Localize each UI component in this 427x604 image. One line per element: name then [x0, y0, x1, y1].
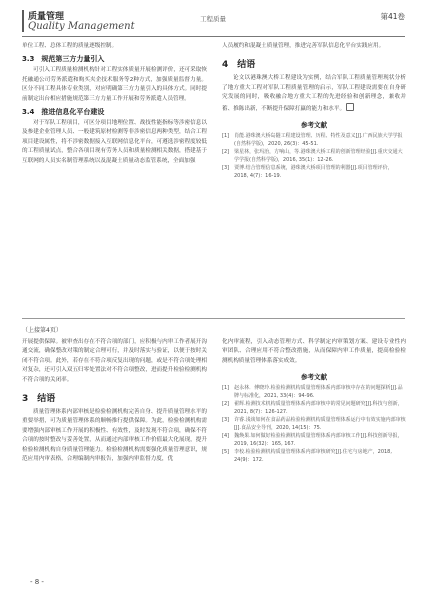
upper-left-column — [22, 42, 207, 166]
page-number: - 8 - — [30, 578, 44, 586]
section-heading-3-3: 3.3 规范第三方力量引入 — [22, 55, 105, 64]
volume-label: 第41卷 — [380, 12, 405, 21]
reference-item: [1] 肖能.港珠澳大桥岛隧工程建设管理、历程、特性及意义[J].广西民族大学学报(自然科学版)，2020, 26(3)：45-51. — [222, 133, 403, 148]
lower-right-column — [222, 338, 406, 464]
paragraph: 开展提供保障。被审查出存在不符合项的部门，应积极与内审工作者展开沟通交流，确保整改对策的制定合理可行，并及时落实与验证，以便于按时关闭不符合项。此外，若存在不符合项反复出现的问题，或是不符合项处理相对复杂，还可引入双五归零处置法对不符合项整改，进而提升检验检测机构不符合项的关闭率。 — [22, 339, 207, 383]
paragraph: 化内审流程，引入动态管理方式、科学制定内审策划方案、建设专业性内审团队、合理应用不符合整改措施，从而保障内审工作质量，提高检验检测机构质量管理体系落实成效。 — [222, 339, 406, 364]
references-title: 参考文献 — [301, 373, 327, 382]
journal-title-cn: 质量管理 — [28, 12, 65, 22]
header-rule — [22, 36, 405, 37]
section-heading-4: 4 结语 — [222, 60, 256, 71]
continued-label: （上接第4页） — [22, 327, 62, 334]
journal-title-en: Quality Management — [28, 21, 135, 32]
section-heading-3: 3 结语 — [22, 394, 56, 405]
section-label: 工程质量 — [200, 15, 226, 23]
reference-item: [1] 赵永林．傅晓玲.检验检测机构质量管理体系内部审核中存在的问题探析[J].品牌与标准化，2021, 33(4)：94-96. — [222, 385, 403, 400]
conclusion-paragraph — [222, 74, 406, 114]
reference-item: [2] 翟辉.检测技术机构质量管理体系内部审核中的常见问题研究[J].科技与创新，2021, 8(7)：126-127. — [222, 401, 403, 416]
paragraph: 可引入工程质量检测机构针对工程实体质量开展检测评价，还可采取恢托融通公司劳务派遣和购买夹企技术服务等2种方式，加强质量监督力量。区分不同工程具体专业类别，对应明确第三方力量引入的具体方式。同时提前制定出台相应措施规范第三方力量工作开展和劳务派遣人员管理。 — [22, 67, 207, 102]
section-heading-3-4: 3.4 推进信息化平台建设 — [22, 108, 105, 117]
end-mark-icon — [346, 103, 354, 111]
lower-left-column — [22, 338, 207, 464]
references-title: 参考文献 — [301, 121, 327, 130]
reference-item: [3] 许睿.浅谈如何在食品药品检验检测机构质量管理体系运行中有效实施内部审核[J].食品安全导刊，2020, 14(15)：75. — [222, 417, 406, 432]
reference-item: [5] 李校.检验检测机构质量管理体系内部审核研究[J].住宅与房地产，2018, 24(9)：172. — [222, 449, 392, 464]
reference-item: [2] 梁星林，张玛治，方响山，等.港珠澳大桥工程的创新管理经验[J].重庆交通大学学报(自然科学版)，2016, 35(1)：12-26. — [222, 149, 403, 164]
upper-right-column — [222, 42, 406, 180]
paragraph: 单位工程、总体工程的质量逐级控制。 — [22, 43, 118, 49]
reference-item: [4] 魏焕果.如何做好检验检测机构质量管理体系内部审核工作[J].科技创新导报，2019, 16(32)：165, 167. — [222, 433, 403, 448]
article-separator — [22, 318, 405, 319]
paragraph: 对于军队工程项目，可区分项目地理位置、战技性能指标等涉密信息以及参建企业管理人员、一般建筑原材检测等非涉密信息两种类型，结合工程项目建设属性，将不涉密数据接入互联网信息化平台，可遵选涉密程度较低的工程质量试点，整合各项目现有劳务人员和质量检测相关数据，搭建基于互联网的人员实名制管理系统以及混凝土质量动态监管系统，全面加强 — [22, 120, 207, 164]
paragraph: 人员履约和混凝土质量管理，推进完善军队信息化平台实践应用。 — [222, 43, 385, 49]
paragraph: 质量管理体系内部审核是检验检测机构完善自身、提升质量管理水平的重要举措，可为质量管理体系的顺畅推行提供保障。为此，检验检测机构需要增强内部审核工作开展的积极性、有效性，及时发现不符合项，确保不符合项的按时整改与妥善处置，从而通过内部审核工作价值最大化展现，提升检验检测机构自身质量管理能力。检验检测机构需要强化质量管理意识，规范应用内审表格，合理编制内审报告，加强内审监督力度，优 — [22, 409, 207, 463]
reference-item: [3] 贾博.结合管理信息系统，港珠澳大桥项目管理的利器[J].项目管理评价，2018, 4(7)：16-19. — [222, 165, 393, 180]
conclusion-text: 论文以港珠澳大桥工程建设为实例，结合军队工程质量管理现状分析了地方重大工程对军队工程质量管理的启示，军队工程建设需要在自身研究发展的同时，吸收融合地方重大工程的先进经验和创新理念，兼收并蓄、推陈出新，不断提升保障打赢的能力和水平。 — [222, 75, 406, 112]
logo-bar — [22, 10, 24, 32]
page-header — [0, 0, 427, 44]
